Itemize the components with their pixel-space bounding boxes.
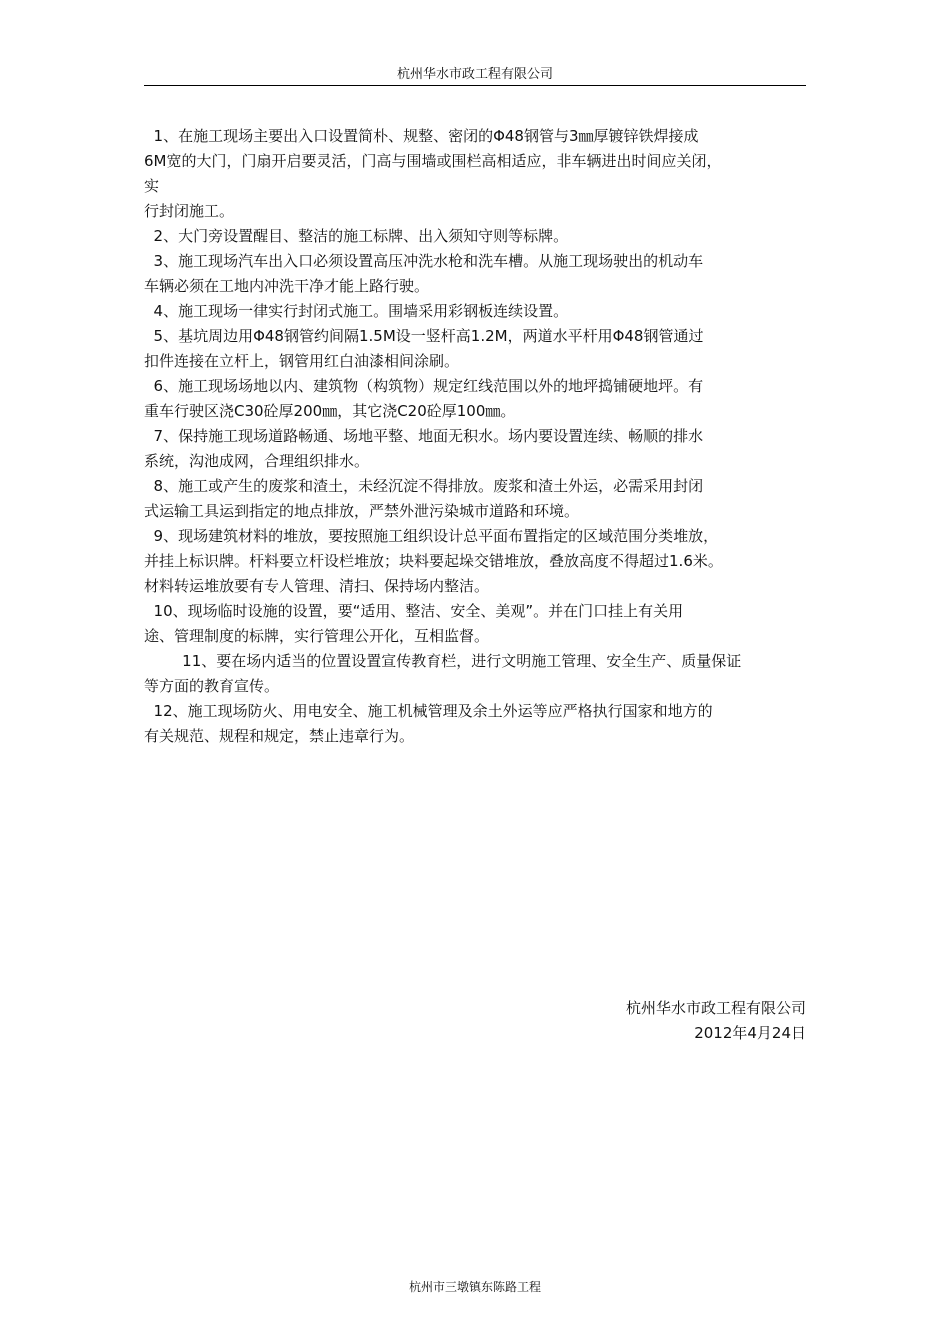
body-line: 有关规范、规程和规定，禁止违章行为。: [144, 727, 415, 745]
body-line: 材料转运堆放要有专人管理、清扫、保持场内整洁。: [144, 577, 490, 595]
page-header: 杭州华水市政工程有限公司: [396, 67, 553, 82]
body-line: 9、现场建筑材料的堆放，要按照施工组织设计总平面布置指定的区域范围分类堆放，: [144, 527, 719, 545]
body-line: 等方面的教育宣传。: [144, 677, 280, 695]
page-footer: 杭州市三墩镇东陈路工程: [408, 1280, 541, 1294]
body-line: 7、保持施工现场道路畅通、场地平整、地面无积水。场内要设置连续、畅顺的排水: [144, 427, 704, 445]
body-line: 8、施工或产生的废浆和渣土，未经沉淀不得排放。废浆和渣土外运，必需采用封闭: [144, 477, 704, 495]
body-line: 途、管理制度的标牌，实行管理公开化，互相监督。: [144, 627, 490, 645]
body-line: 2、大门旁设置醒目、整洁的施工标牌、出入须知守则等标牌。: [144, 227, 569, 245]
signature-block: [480, 996, 806, 1046]
body-line: 6M宽的大门，门扇开启要灵活，门高与围墙或围栏高相适应，非车辆进出时间应关闭，: [144, 152, 722, 170]
signature-date: 2012年4月24日: [694, 1024, 806, 1042]
body-line: 10、现场临时设施的设置，要“适用、整洁、安全、美观”。并在门口挂上有关用: [144, 602, 684, 620]
body-line: 1、在施工现场主要出入口设置简朴、规整、密闭的Φ48钢管与3㎜厚镀锌铁焊接成: [144, 127, 699, 145]
body-line: 4、施工现场一律实行封闭式施工。围墙采用彩钢板连续设置。: [144, 302, 569, 320]
body-line: 实: [144, 177, 160, 195]
document-body: [144, 124, 806, 749]
body-line: 式运输工具运到指定的地点排放，严禁外泄污染城市道路和环境。: [144, 502, 580, 520]
body-line: 重车行驶区浇C30砼厚200㎜，其它浇C20砼厚100㎜。: [144, 402, 516, 420]
body-line: 3、施工现场汽车出入口必须设置高压冲洗水枪和洗车槽。从施工现场驶出的机动车: [144, 252, 704, 270]
body-line: 系统，沟池成网，合理组织排水。: [144, 452, 370, 470]
body-line: 并挂上标识牌。杆料要立杆设栏堆放；块料要起垛交错堆放，叠放高度不得超过1.6米。: [144, 552, 723, 570]
signature-company: 杭州华水市政工程有限公司: [625, 999, 806, 1017]
body-line: 6、施工现场场地以内、建筑物（构筑物）规定红线范围以外的地坪捣铺硬地坪。有: [144, 377, 704, 395]
header-divider: [144, 85, 806, 86]
body-line: 行封闭施工。: [144, 202, 235, 220]
body-line: 车辆必须在工地内冲洗干净才能上路行驶。: [144, 277, 430, 295]
body-line: 扣件连接在立杆上，钢管用红白油漆相间涂刷。: [144, 352, 460, 370]
body-line: 11、要在场内适当的位置设置宣传教育栏，进行文明施工管理、安全生产、质量保证: [144, 652, 742, 670]
body-line: 12、施工现场防火、用电安全、施工机械管理及余土外运等应严格执行国家和地方的: [144, 702, 713, 720]
body-line: 5、基坑周边用Φ48钢管约间隔1.5M设一竖杆高1.2M，两道水平杆用Φ48钢管通过: [144, 327, 704, 345]
